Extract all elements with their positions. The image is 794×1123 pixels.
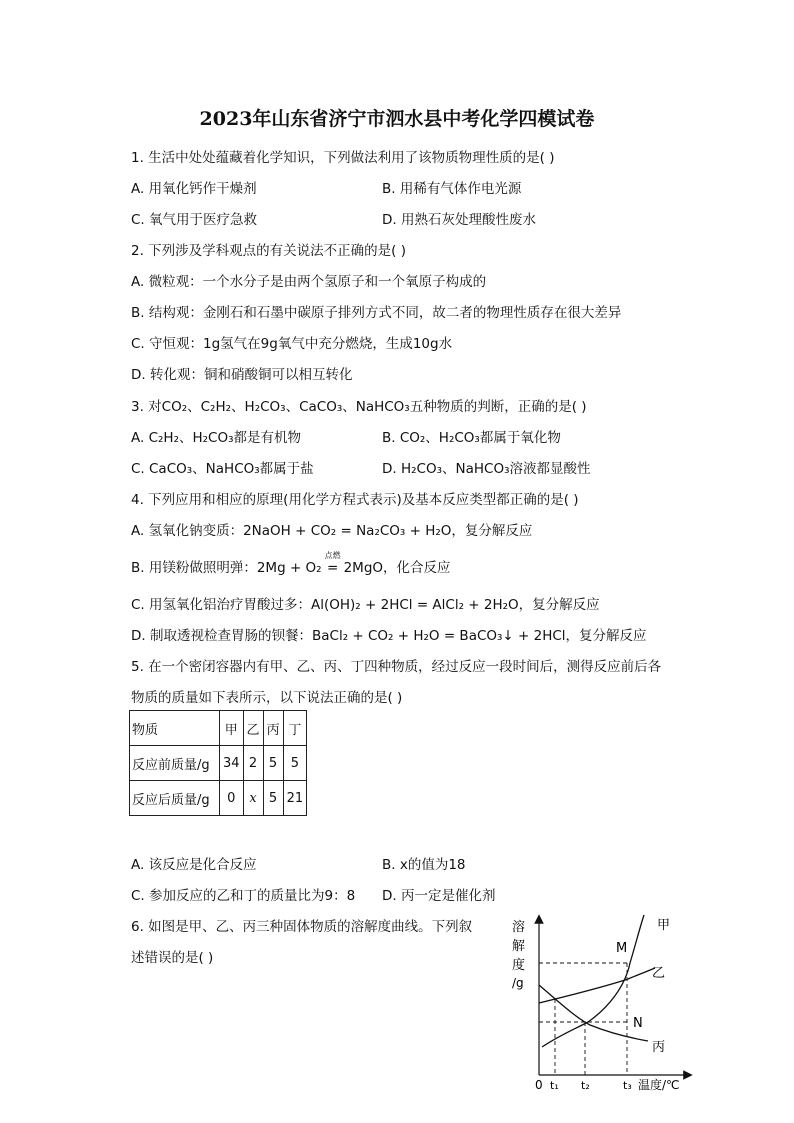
reaction-condition: 点燃: [324, 551, 341, 560]
table-cell: x: [243, 781, 263, 816]
question-2-stem: 2. 下列涉及学科观点的有关说法不正确的是( ): [131, 243, 406, 259]
y-label-char: 度: [512, 958, 526, 973]
curve-label-yi: 乙: [652, 966, 666, 981]
x-axis-label: 温度/℃: [638, 1078, 680, 1092]
table-cell: 2: [243, 746, 263, 781]
origin-label: 0: [535, 1078, 543, 1092]
q5-option-a: A. 该反应是化合反应: [131, 857, 257, 873]
table-cell: 甲: [220, 711, 244, 746]
q2-option-c: C. 守恒观：1g氢气在9g氧气中充分燃烧，生成10g水: [131, 336, 453, 352]
table-header-row: [130, 711, 307, 746]
table-cell: 乙: [243, 711, 263, 746]
q4-option-b-rhs: 2MgO，化合反应: [343, 560, 451, 576]
q3-option-b: B. CO₂、H₂CO₃都属于氧化物: [382, 430, 561, 446]
table-cell: 0: [220, 781, 244, 816]
y-label-char: /g: [512, 976, 524, 990]
table-cell: 反应后质量/g: [130, 781, 220, 816]
question-6-stem-line1: 6. 如图是甲、乙、丙三种固体物质的溶解度曲线。下列叙: [131, 919, 473, 935]
q3-option-a: A. C₂H₂、H₂CO₃都是有机物: [131, 430, 302, 446]
page-title: 2023年山东省济宁市泗水县中考化学四模试卷: [199, 108, 595, 130]
tick-t1: t₁: [550, 1079, 559, 1092]
table-cell: 21: [283, 781, 307, 816]
curve-label-bing: 丙: [652, 1040, 666, 1055]
table-cell: 物质: [130, 711, 220, 746]
table-cell: 5: [283, 746, 307, 781]
table-cell: 反应前质量/g: [130, 746, 220, 781]
question-6-stem-line2: 述错误的是( ): [131, 950, 214, 966]
curve-jia: [542, 915, 644, 1047]
point-n-label: N: [633, 1016, 643, 1031]
table-row: [130, 781, 307, 816]
q1-option-d: D. 用熟石灰处理酸性废水: [382, 212, 536, 228]
q4-option-b-lhs: B. 用镁粉做照明弹：2Mg + O₂: [131, 560, 322, 576]
solubility-graph: [500, 905, 700, 1100]
table-cell: 5: [263, 746, 283, 781]
y-label-char: 解: [512, 939, 526, 954]
table-cell: 丙: [263, 711, 283, 746]
q4-option-b: B. 用镁粉做照明弹：2Mg + O₂ 点燃 = 2MgO，化合反应: [131, 551, 451, 576]
q5-option-b: B. x的值为18: [382, 857, 466, 873]
curve-label-jia: 甲: [657, 918, 671, 933]
table-cell: 丁: [283, 711, 307, 746]
mass-table: [129, 710, 307, 816]
q2-option-b: B. 结构观：金刚石和石墨中碳原子排列方式不同，故二者的物理性质存在很大差异: [131, 305, 622, 321]
y-label-char: 溶: [512, 920, 526, 935]
q2-option-d: D. 转化观：铜和硝酸铜可以相互转化: [131, 367, 353, 383]
q3-option-c: C. CaCO₃、NaHCO₃都属于盐: [131, 461, 314, 477]
q3-option-d: D. H₂CO₃、NaHCO₃溶液都显酸性: [382, 461, 591, 477]
q4-option-d: D. 制取透视检查胃肠的钡餐：BaCl₂ + CO₂ + H₂O = BaCO₃↓ + 2HCl，复分解反应: [131, 628, 647, 644]
question-4-stem: 4. 下列应用和相应的原理(用化学方程式表示)及基本反应类型都正确的是( ): [131, 492, 579, 508]
q5-option-d: D. 丙一定是催化剂: [382, 888, 496, 904]
table-cell: 34: [220, 746, 244, 781]
q1-option-b: B. 用稀有气体作电光源: [382, 181, 522, 197]
table-row: [130, 746, 307, 781]
tick-t3: t₃: [623, 1079, 632, 1092]
question-1-stem: 1. 生活中处处蕴藏着化学知识，下列做法利用了该物质物理性质的是( ): [131, 150, 555, 166]
q5-option-c: C. 参加反应的乙和丁的质量比为9：8: [131, 888, 356, 904]
curve-yi: [539, 968, 655, 1003]
tick-t2: t₂: [581, 1079, 590, 1092]
point-m-label: M: [616, 941, 628, 956]
q4-option-a: A. 氢氧化钠变质：2NaOH + CO₂ = Na₂CO₃ + H₂O，复分解反应: [131, 523, 533, 539]
question-3-stem: 3. 对CO₂、C₂H₂、H₂CO₃、CaCO₃、NaHCO₃五种物质的判断，正确的是( ): [131, 399, 587, 415]
q2-option-a: A. 微粒观：一个水分子是由两个氢原子和一个氧原子构成的: [131, 274, 487, 290]
question-5-stem-line2: 物质的质量如下表所示，以下说法正确的是( ): [131, 690, 403, 706]
q1-option-a: A. 用氧化钙作干燥剂: [131, 181, 257, 197]
q1-option-c: C. 氧气用于医疗急救: [131, 212, 258, 228]
guide-lines: [539, 963, 627, 1075]
question-5-stem-line1: 5. 在一个密闭容器内有甲、乙、丙、丁四种物质，经过反应一段时间后，测得反应前后各: [131, 659, 662, 675]
q4-option-c: C. 用氢氧化铝治疗胃酸过多：Al(OH)₂ + 2HCl = AlCl₂ + 2H₂O，复分解反应: [131, 597, 600, 613]
table-cell: 5: [263, 781, 283, 816]
